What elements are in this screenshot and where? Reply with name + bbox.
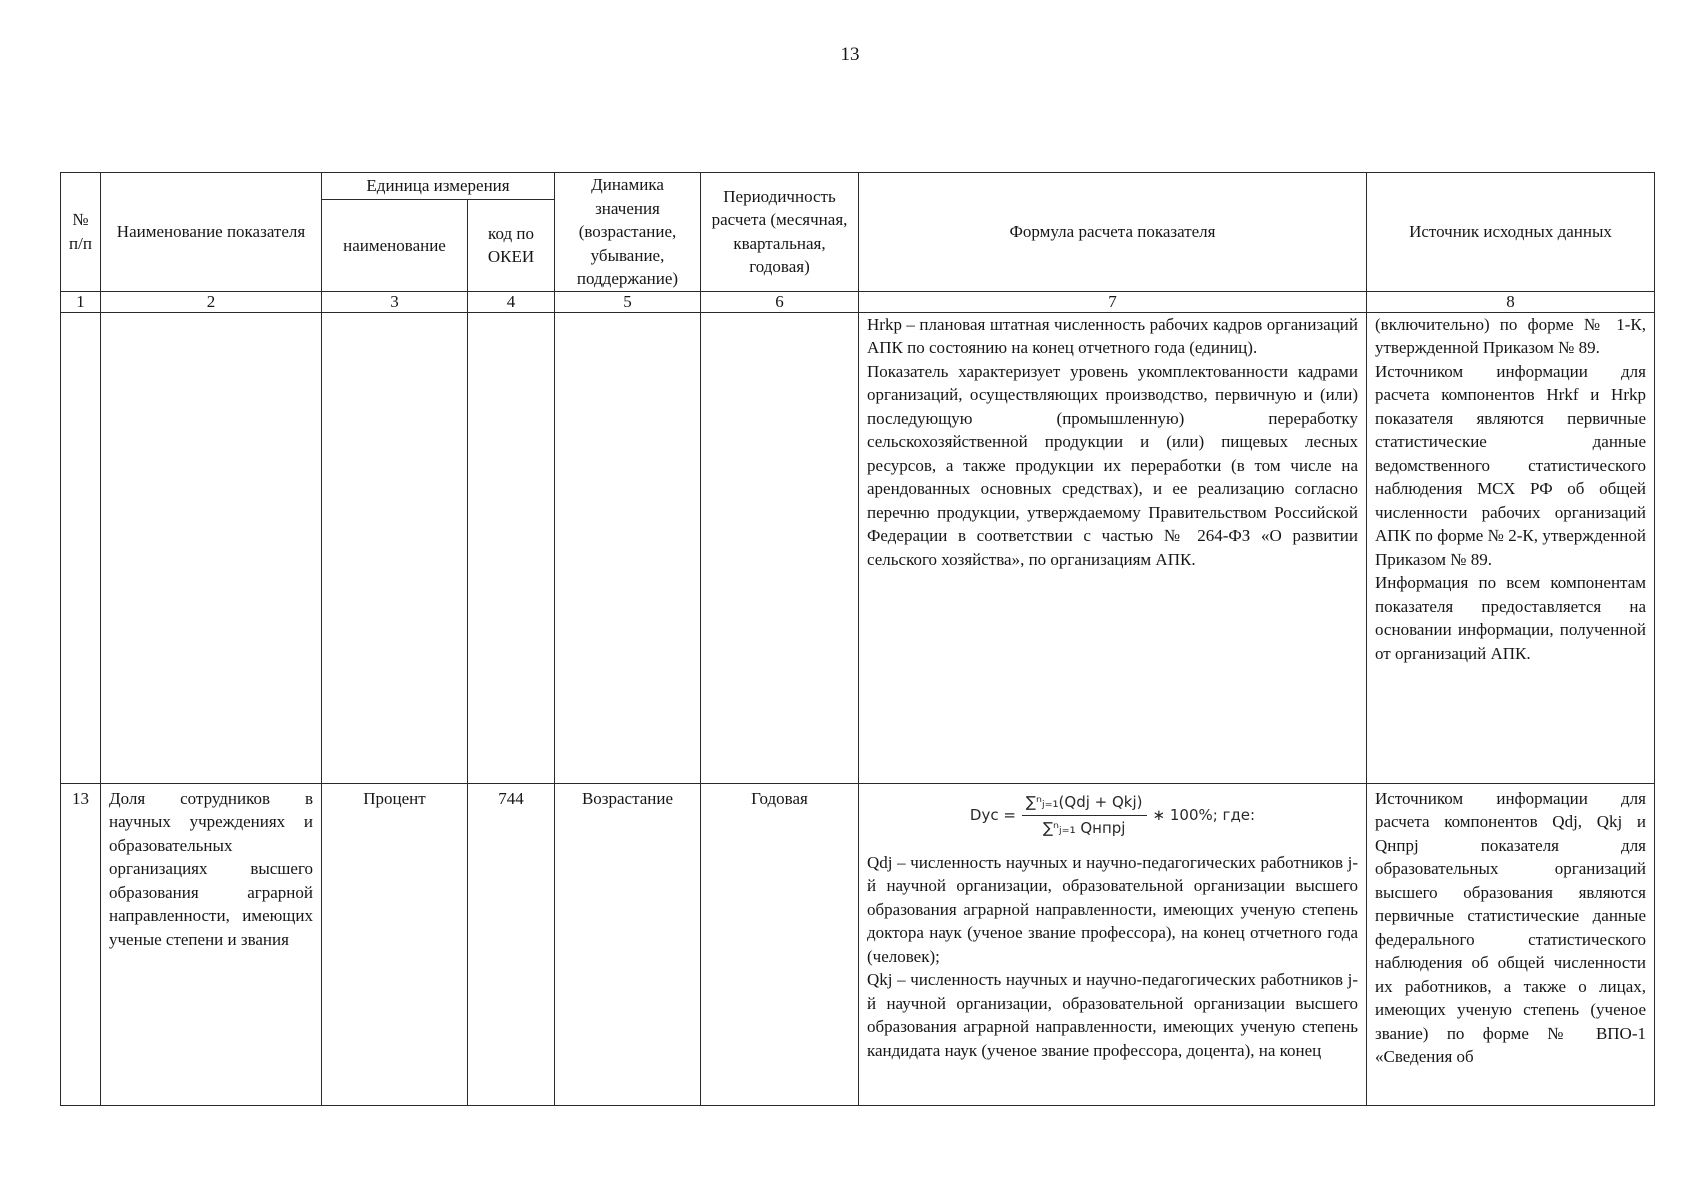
header-unit-name: наименование [322,200,468,291]
header-col-name: Наименование показателя [101,173,322,292]
row13-unit-name: Процент [322,783,468,1105]
column-number: 1 [61,291,101,312]
column-number: 2 [101,291,322,312]
column-number-row [61,291,1655,312]
column-number: 4 [468,291,555,312]
header-unit-code: код по ОКЕИ [468,200,555,291]
row12-formula-para: Показатель характеризует уровень укомплектованности кадрами организаций, осуществляющих производство, первичную и (или) последующую (промышленную) переработку сельскохозяйственной продукции и (или) пищевых лесных ресурсов, а также продукции их переработки (в том числе на арендованных основных средствах), и ее реализацию согласно перечню продукции, утверждаемому Правительством Российской Федерации в соответствии с частью № 264-ФЗ «О развитии сельского хозяйства», по организациям АПК. [867,361,1358,569]
table-row-12-continued [61,312,1655,783]
formula-fraction [1022,791,1147,841]
header-unit-group: Единица измерения [322,173,555,200]
row13-formula-para: Qkj – численность научных и научно-педагогических работников j-й научной организации, образовательной организации высшего образования аграрной направленности, имеющих ученую степень кандидата наук (ученое звание профессора, доцента), на конец [867,970,1358,1060]
row13-source: Источником информации для расчета компонентов Qdj, Qkj и Qнпрj показателя для образовательных организаций высшего образования являются первичные статистические данные федерального статистического наблюдения об общей численности их работников, а также о лицах, имеющих ученую степень (ученое звание) по форме № ВПО-1 «Сведения об [1367,783,1655,1105]
row12-source-para: (включительно) по форме № 1-К, утвержденной Приказом № 89. [1375,314,1646,357]
formula-tail: ∗ 100%; где: [1152,805,1256,824]
row12-source-cell [1367,312,1655,783]
column-number: 8 [1367,291,1655,312]
column-number: 7 [859,291,1367,312]
formula-denominator: ∑ⁿⱼ₌₁ Qнпрj [1042,819,1126,837]
header-source: Источник исходных данных [1367,173,1655,292]
header-periodicity: Периодичность расчета (месячная, квартальная, годовая) [701,173,859,292]
header-row [61,173,1655,200]
row12-formula-para: Hrkp – плановая штатная численность рабочих кадров организаций АПК по состоянию на конец отчетного года (единиц). [867,314,1358,357]
column-number: 6 [701,291,859,312]
row13-unit-code: 744 [468,783,555,1105]
formula-lhs: Dyc = [969,805,1016,824]
cell-empty [701,312,859,783]
column-number: 3 [322,291,468,312]
cell-empty [101,312,322,783]
row13-formula-para: Qdj – численность научных и научно-педагогических работников j-й научной организации, образовательной организации высшего образования аграрной направленности, имеющих ученую степень доктора наук (ученое звание профессора), на конец отчетного года (человек); [867,852,1358,966]
column-number: 5 [555,291,701,312]
header-dynamics: Динамика значения (возрастание, убывание, поддержание) [555,173,701,292]
table-row-13 [61,783,1655,1105]
row12-formula-cell [859,312,1367,783]
row13-num: 13 [61,783,101,1105]
indicators-table [60,172,1655,1106]
page-number: 13 [840,44,860,65]
row13-name: Доля сотрудников в научных учреждениях и образовательных организациях высшего образования аграрной направленности, имеющих ученые степени и звания [101,783,322,1105]
cell-empty [61,312,101,783]
formula-numerator: ∑ⁿⱼ₌₁(Qdj + Qkj) [1022,791,1147,817]
row13-dynamics: Возрастание [555,783,701,1105]
cell-empty [468,312,555,783]
header-formula: Формула расчета показателя [859,173,1367,292]
row13-periodicity: Годовая [701,783,859,1105]
cell-empty [555,312,701,783]
row13-formula [867,791,1358,841]
row12-source-para: Источником информации для расчета компонентов Hrkf и Hrkp показателя являются первичные статистические данные ведомственного статистического наблюдения МСХ РФ об общей численности рабочих организаций АПК по форме № 2-К, утвержденной Приказом № 89. [1375,361,1646,569]
cell-empty [322,312,468,783]
row12-source-para: Информация по всем компонентам показателя предоставляется на основании информации, полученной от организаций АПК. [1375,573,1646,663]
header-col-num: № п/п [61,173,101,292]
row13-formula-cell [859,783,1367,1105]
